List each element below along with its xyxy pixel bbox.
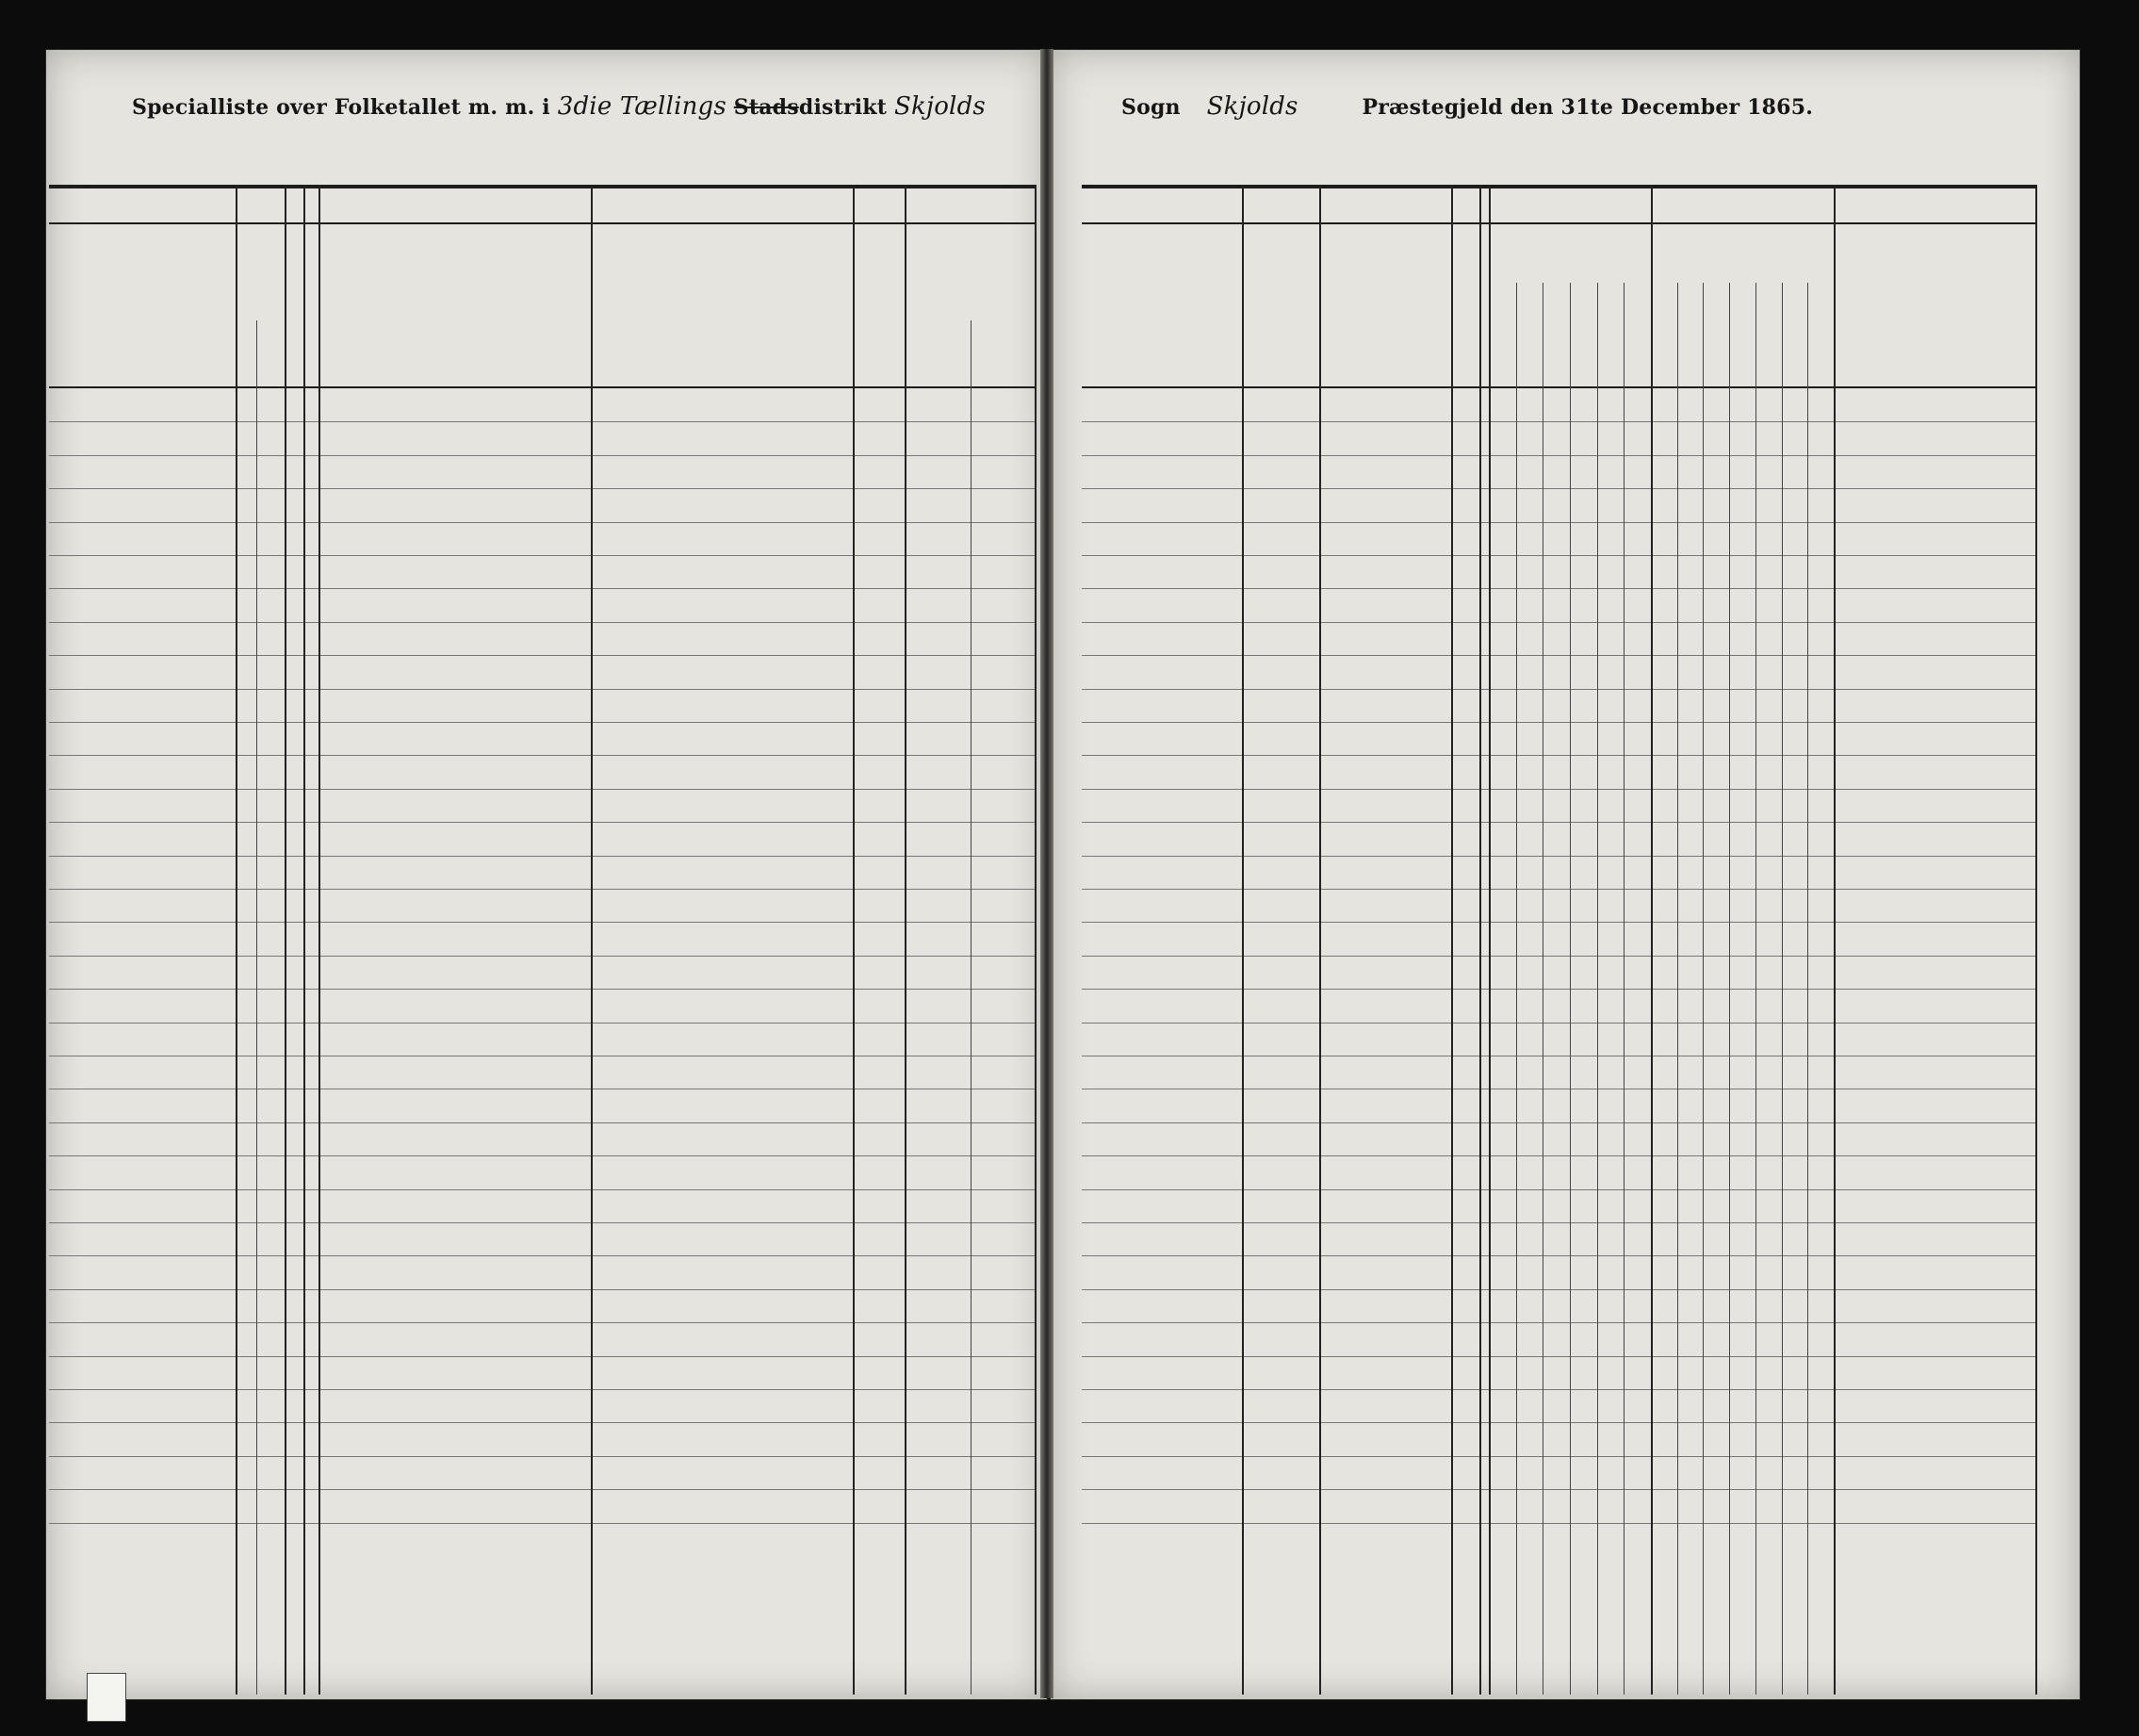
row-rule-right: [1082, 1289, 2035, 1290]
row-rule-right: [1082, 956, 2035, 957]
column-line-left: [236, 185, 237, 1695]
column-line-left: [285, 185, 286, 1695]
row-rule-right: [1082, 1389, 2035, 1390]
livestock-subcol: [1570, 283, 1571, 1695]
row-rule-left: [49, 1356, 1035, 1357]
tellings-handwritten: 3die Tællings: [557, 92, 727, 121]
row-rule-right: [1082, 822, 2035, 823]
row-rule-right: [1082, 1422, 2035, 1423]
livestock-subcol: [1597, 283, 1598, 1695]
row-rule-right: [1082, 1322, 2035, 1323]
row-rule-right: [1082, 421, 2035, 422]
row-rule-left: [49, 822, 1035, 823]
row-rule-left: [49, 1389, 1035, 1390]
row-rule-right: [1082, 522, 2035, 523]
row-rule-right: [1082, 1122, 2035, 1123]
row-rule-left: [49, 522, 1035, 523]
row-rule-right: [1082, 989, 2035, 990]
row-rule-right: [1082, 1189, 2035, 1190]
row-rule-left: [49, 856, 1035, 857]
left-page: [45, 49, 1048, 1700]
row-rule-left: [49, 689, 1035, 690]
number-rule-left: [49, 222, 1035, 224]
column-line-right: [1319, 185, 1321, 1695]
number-rule-right: [1082, 222, 2035, 224]
row-rule-right: [1082, 922, 2035, 923]
district-handwritten: Skjolds: [893, 92, 986, 121]
row-rule-left: [49, 755, 1035, 756]
sogn-handwritten: Skjolds: [1206, 92, 1298, 121]
column-line-left: [1035, 185, 1037, 1695]
row-rule-right: [1082, 755, 2035, 756]
row-rule-right: [1082, 789, 2035, 790]
livestock-subcol: [1624, 283, 1625, 1695]
seed-subcol: [1755, 283, 1756, 1695]
row-rule-right: [1082, 1489, 2035, 1490]
row-rule-right: [1082, 455, 2035, 456]
row-rule-right: [1082, 1222, 2035, 1223]
row-rule-left: [49, 555, 1035, 556]
right-page: [1050, 49, 2081, 1700]
column-line-age: [971, 320, 972, 1695]
column-line-matr: [256, 320, 257, 1695]
seed-subcol: [1807, 283, 1808, 1695]
title-prefix: Specialliste over Folketallet m. m. i: [132, 95, 550, 120]
row-rule-right: [1082, 1523, 2035, 1524]
struck-word: Stads: [733, 95, 799, 120]
row-rule-right: [1082, 889, 2035, 890]
column-line-left: [905, 185, 906, 1695]
seed-subcol: [1703, 283, 1704, 1695]
row-rule-right: [1082, 655, 2035, 656]
header-rule-left: [49, 386, 1035, 388]
row-rule-left: [49, 421, 1035, 422]
row-rule-right: [1082, 689, 2035, 690]
column-line-left: [853, 185, 855, 1695]
row-rule-left: [49, 1456, 1035, 1457]
livestock-subcol: [1516, 283, 1517, 1695]
row-rule-right: [1082, 1356, 2035, 1357]
row-rule-left: [49, 1523, 1035, 1524]
row-rule-left: [49, 488, 1035, 489]
seed-subcol: [1782, 283, 1783, 1695]
row-rule-left: [49, 1255, 1035, 1256]
column-line-left: [591, 185, 593, 1695]
column-line-right: [1489, 185, 1491, 1695]
row-rule-left: [49, 655, 1035, 656]
row-rule-left: [49, 956, 1035, 957]
row-rule-left: [49, 989, 1035, 990]
sogn-label: Sogn: [1121, 95, 1181, 120]
title-suffix-right: Præstegjeld den 31te December 1865.: [1362, 95, 1814, 120]
row-rule-right: [1082, 622, 2035, 623]
row-rule-right: [1082, 856, 2035, 857]
right-page-title: [1121, 92, 1813, 121]
column-line-left: [303, 185, 305, 1695]
row-rule-left: [49, 922, 1035, 923]
top-rule-left: [49, 185, 1035, 188]
row-rule-left: [49, 889, 1035, 890]
row-rule-right: [1082, 555, 2035, 556]
row-rule-left: [49, 1122, 1035, 1123]
row-rule-right: [1082, 1456, 2035, 1457]
column-line-right: [1834, 185, 1836, 1695]
row-rule-left: [49, 455, 1035, 456]
column-line-right: [1479, 185, 1481, 1695]
row-rule-left: [49, 588, 1035, 589]
column-line-right: [1651, 185, 1653, 1695]
top-rule-right: [1082, 185, 2035, 188]
row-rule-left: [49, 789, 1035, 790]
seed-subcol: [1729, 283, 1730, 1695]
row-rule-right: [1082, 488, 2035, 489]
row-rule-right: [1082, 1255, 2035, 1256]
column-line-right: [1451, 185, 1453, 1695]
column-line-right: [2035, 185, 2037, 1695]
row-rule-right: [1082, 722, 2035, 723]
row-rule-right: [1082, 588, 2035, 589]
row-rule-left: [49, 722, 1035, 723]
column-line-left: [318, 185, 320, 1695]
title-suffix: distrikt: [798, 95, 888, 120]
row-rule-left: [49, 1289, 1035, 1290]
seed-subcol: [1677, 283, 1678, 1695]
row-rule-left: [49, 1189, 1035, 1190]
row-rule-left: [49, 1155, 1035, 1156]
row-rule-right: [1082, 1023, 2035, 1024]
row-rule-left: [49, 1489, 1035, 1490]
row-rule-right: [1082, 1155, 2035, 1156]
header-rule-right: [1082, 386, 2035, 388]
row-rule-left: [49, 622, 1035, 623]
column-line-right: [1242, 185, 1244, 1695]
left-page-title: [132, 92, 986, 121]
row-rule-left: [49, 1222, 1035, 1223]
page-tab: [87, 1673, 126, 1722]
row-rule-left: [49, 1422, 1035, 1423]
row-rule-left: [49, 1023, 1035, 1024]
book-gutter: [1040, 49, 1053, 1698]
row-rule-left: [49, 1322, 1035, 1323]
